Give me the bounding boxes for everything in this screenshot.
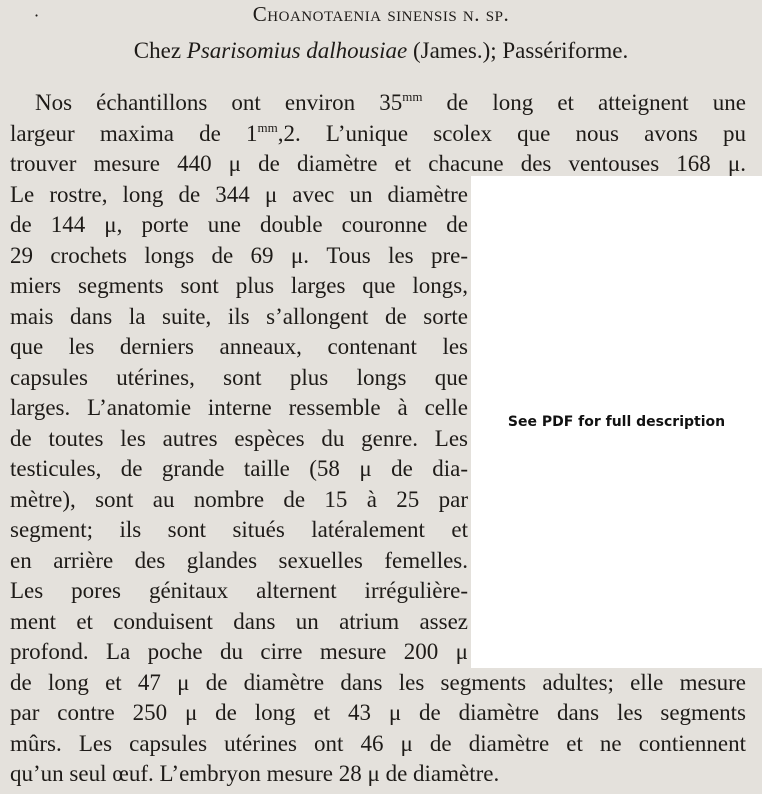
text-fragment: Nos échantillons ont environ 35: [35, 90, 403, 115]
text-fragment: de long et atteignent une: [422, 90, 746, 115]
bullet-mark: ·: [34, 6, 40, 25]
text-line: de long et 47 μ de diamètre dans les segments adultes; elle mesure: [10, 669, 746, 695]
text-line: larges. L’anatomie interne ressemble à celle: [10, 395, 468, 420]
host-prefix: Chez: [133, 38, 187, 63]
species-title: Choanotaenia sinensis n. sp.: [252, 2, 510, 26]
redaction-notice-box: [471, 176, 762, 668]
text-line: testicules, de grande taille (58 μ de dia-: [10, 456, 468, 481]
text-line: trouver mesure 440 μ de diamètre et chacune des ventouses 168 μ.: [10, 151, 746, 176]
text-line: de 144 μ, porte une double couronne de: [10, 212, 468, 237]
text-line: de toutes les autres espèces du genre. Les: [10, 425, 468, 451]
text-line: 29 crochets longs de 69 μ. Tous les pre-: [10, 242, 468, 268]
host-species: Psarisomius dalhousiae: [186, 38, 408, 63]
unit-superscript: mm: [257, 119, 278, 135]
text-line: en arrière des glandes sexuelles femelles.: [10, 547, 468, 573]
text-line: profond. La poche du cirre mesure 200 μ: [10, 639, 468, 664]
text-line: mais dans la suite, ils s’allongent de sorte: [10, 303, 468, 329]
text-line: mètre), sont au nombre de 15 à 25 par: [10, 486, 468, 512]
text-fragment: largeur maxima de 1: [10, 120, 258, 146]
text-line: [10, 88, 746, 119]
notice-text: See PDF for full description: [507, 414, 726, 430]
text-line: capsules utérines, sont plus longs que: [10, 364, 468, 390]
text-line: [10, 119, 746, 150]
text-line: que les derniers anneaux, contenant les: [10, 334, 468, 359]
text-line: qu’un seul œuf. L’embryon mesure 28 μ de diamètre.: [10, 761, 500, 786]
host-suffix: (James.); Passériforme.: [407, 38, 629, 63]
host-line: [0, 38, 762, 64]
text-line: mûrs. Les capsules utérines ont 46 μ de diamètre et ne contiennent: [10, 730, 746, 756]
text-fragment: ,2. L’unique scolex que nous avons pu: [277, 120, 746, 146]
unit-superscript: mm: [402, 89, 423, 104]
text-line: miers segments sont plus larges que longs,: [10, 273, 468, 298]
text-line: segment; ils sont situés latéralement et: [10, 517, 468, 542]
text-line: par contre 250 μ de long et 43 μ de diamètre dans les segments: [10, 700, 746, 725]
text-line: Le rostre, long de 344 μ avec un diamètre: [10, 181, 468, 207]
text-line: Les pores génitaux alternent irrégulière-: [10, 578, 468, 603]
text-line: ment et conduisent dans un atrium assez: [10, 608, 468, 634]
